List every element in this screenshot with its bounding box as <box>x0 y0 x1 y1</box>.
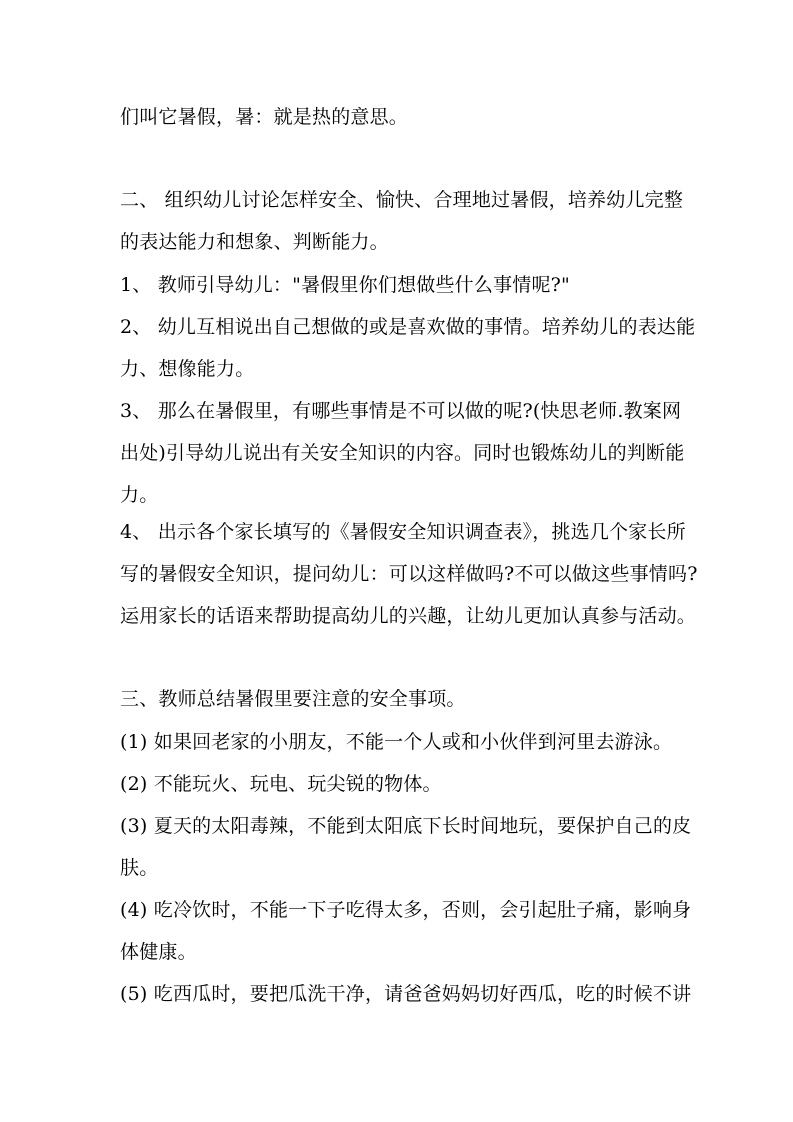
safety-item-1: (1) 如果回老家的小朋友，不能一个人或和小伙伴到河里去游泳。 <box>120 731 673 753</box>
text-line-8: 出处)引导幼儿说出有关安全知识的内容。同时也锻炼幼儿的判断能 <box>120 442 685 464</box>
text-line-3: 的表达能力和想象、判断能力。 <box>120 231 389 253</box>
text-line-17: 肤。 <box>120 857 159 879</box>
text-line-12: 运用家长的话语来帮助提高幼儿的兴趣，让幼儿更加认真参与活动。 <box>120 605 697 627</box>
list-item-1: 1、 教师引导幼儿："暑假里你们想做些什么事情呢?" <box>120 274 570 296</box>
list-item-2: 2、 幼儿互相说出自己想做的或是喜欢做的事情。培养幼儿的表达能 <box>120 316 696 338</box>
safety-item-3: (3) 夏天的太阳毒辣，不能到太阳底下长时间地玩，要保护自己的皮 <box>120 815 692 837</box>
text-line-19: 体健康。 <box>120 941 197 963</box>
safety-item-2: (2) 不能玩火、玩电、玩尖锐的物体。 <box>120 773 442 795</box>
list-item-4: 4、 出示各个家长填写的《暑假安全知识调查表》，挑选几个家长所 <box>120 521 686 543</box>
text-line-1: 们叫它暑假，暑：就是热的意思。 <box>120 106 409 128</box>
list-item-3: 3、 那么在暑假里，有哪些事情是不可以做的呢?(快思老师.教案网 <box>120 400 682 422</box>
text-line-9: 力。 <box>120 484 159 506</box>
text-line-11: 写的暑假安全知识，提问幼儿：可以这样做吗?不可以做这些事情吗? <box>120 563 698 585</box>
safety-item-5: (5) 吃西瓜时，要把瓜洗干净，请爸爸妈妈切好西瓜，吃的时候不讲 <box>120 983 692 1005</box>
section-heading-2: 二、 组织幼儿讨论怎样安全、愉快、合理地过暑假，培养幼儿完整 <box>120 189 684 211</box>
section-heading-3: 三、教师总结暑假里要注意的安全事项。 <box>120 688 466 710</box>
text-line-6: 力、想像能力。 <box>120 358 255 380</box>
safety-item-4: (4) 吃冷饮时，不能一下子吃得太多，否则，会引起肚子痛，影响身 <box>120 899 692 921</box>
